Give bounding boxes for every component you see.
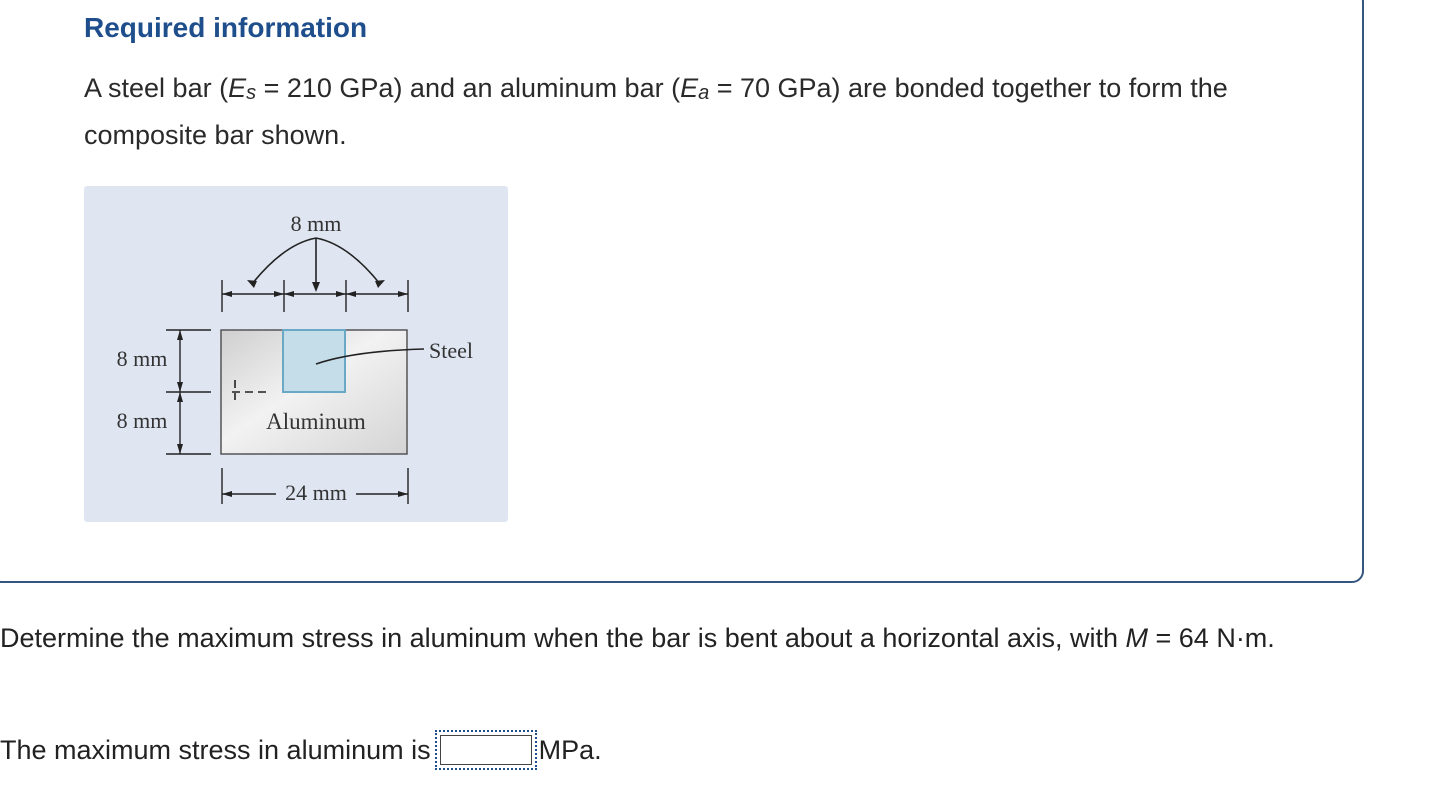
left-dimension-lower: 8 mm xyxy=(116,408,168,433)
info-description: A steel bar ($E_s = 210$ GPa) and an aluminum bar ($E_a = 70$ GPa) are bonded together to form the composite bar shown. xyxy=(84,73,1228,150)
bottom-dimension-label: 24 mm xyxy=(285,480,347,505)
steel-section xyxy=(283,330,345,392)
max-stress-answer-input[interactable] xyxy=(440,735,532,765)
answer-unit: MPa. xyxy=(538,734,602,765)
answer-row xyxy=(0,730,602,770)
top-leader-left xyxy=(252,238,316,284)
info-title: Required information xyxy=(84,12,368,43)
top-dimension-label: 8 mm xyxy=(290,211,342,236)
aluminum-label: Aluminum xyxy=(266,409,366,434)
answer-prefix: The maximum stress in aluminum is xyxy=(0,734,431,765)
steel-label: Steel xyxy=(429,338,473,363)
top-leader-right xyxy=(316,238,380,284)
composite-bar-diagram xyxy=(84,186,508,522)
answer-input-focus-ring xyxy=(435,730,537,770)
question-text: Determine the maximum stress in aluminum when the bar is bent about a horizontal axis, with M = 64 N·m. xyxy=(0,623,1275,653)
composite-bar-figure xyxy=(84,186,508,522)
left-dimension-upper: 8 mm xyxy=(116,346,168,371)
